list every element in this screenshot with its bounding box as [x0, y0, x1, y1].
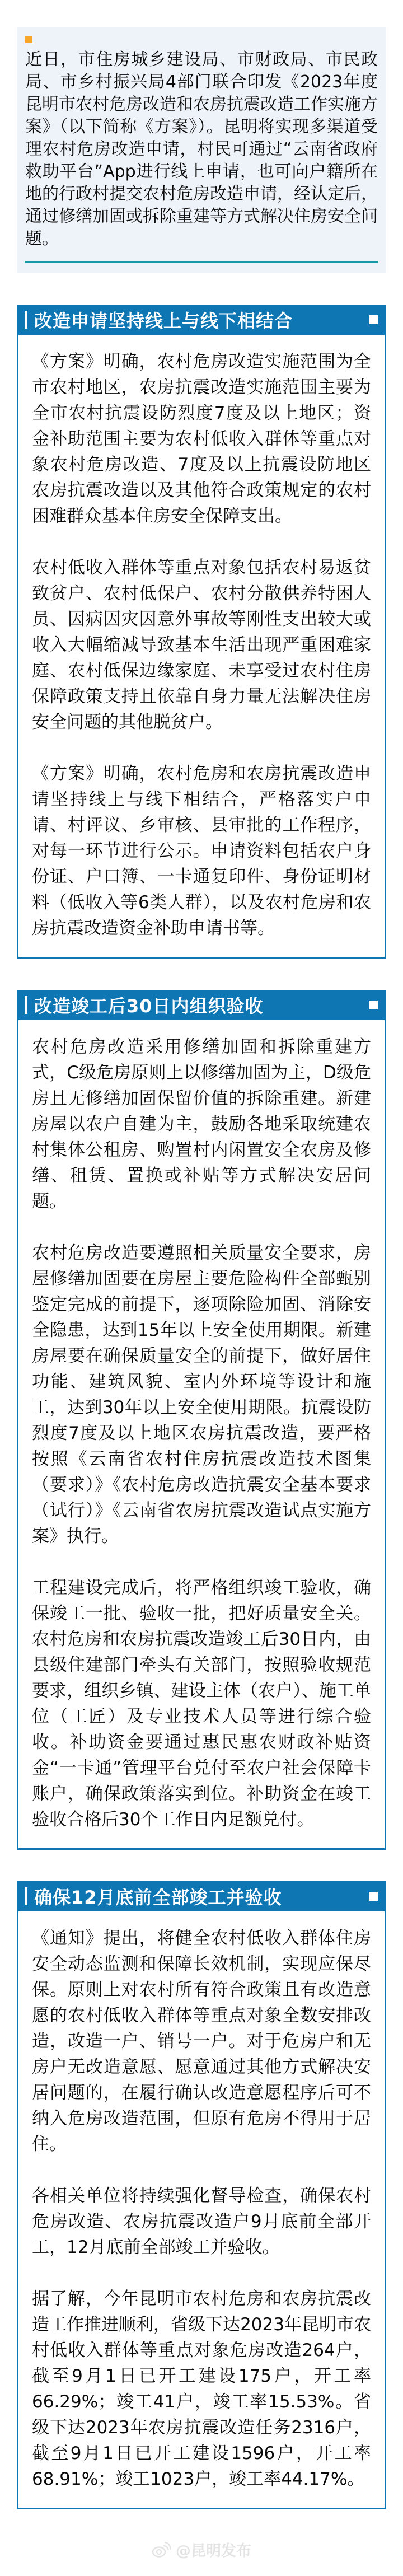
- section-header: [17, 305, 386, 335]
- paragraph: 工程建设完成后，将严格组织竣工验收，确保竣工一批、验收一批，把好质量安全关。农村危房和农房抗震改造竣工后30日内，由县级住建部门牵头有关部门，按照验收规范要求，组织乡镇、建设主体（农户）、施工单位（工匠）及专业技术人员等进行综合验收。补助资金要通过惠民惠农财政补贴资金“一卡通”管理平台兑付至农户社会保障卡账户，确保政策落实到位。补助资金在竣工验收合格后30个工作日内足额兑付。: [32, 1578, 371, 1830]
- section-online-offline-application: [17, 305, 386, 959]
- paragraph: 农村低收入群体等重点对象包括农村易返贫致贫户、农村低保户、农村分散供养特困人员、因病因灾因意外事故等刚性支出较大或收入大幅缩减导致基本生活出现严重困难家庭、农村低保边缘家庭、未享受过农村住房保障政策支持且依靠自身力量无法解决住房安全问题的其他脱贫户。: [32, 558, 371, 732]
- paragraph: 农村危房改造要遵照相关质量安全要求，房屋修缮加固要在房屋主要危险构件全部甄别鉴定完成的前提下，逐项除险加固、消除安全隐患，达到15年以上安全使用期限。新建房屋要在确保质量安全的前提下，做好居住功能、建筑风貌、室内外环境等设计和施工，达到30年以上安全使用期限。抗震设防烈度7度及以上地区农房抗震改造，要严格按照《云南省农村住房抗震改造技术图集（要求）》《农村危房改造抗震安全基本要求（试行）》《云南省农房抗震改造试点实施方案》执行。: [32, 1243, 371, 1546]
- watermark: [0, 2538, 403, 2560]
- section-body: [17, 1911, 386, 2509]
- header-square-icon: [369, 1001, 378, 1009]
- section-body: [17, 335, 386, 959]
- paragraph: 据了解，今年昆明市农村危房和农房抗震改造工作推进顺利，省级下达2023年昆明市农村低收入群体等重点对象危房改造264户，截至9月1日已开工建设175户，开工率66.29%；竣工41户，竣工率15.53%。省级下达2023年农房抗震改造任务2316户，截至9月1日已开工建设1596户，开工率68.91%；竣工1023户，竣工率44.17%。: [32, 2289, 371, 2489]
- section-complete-by-december: [17, 1881, 386, 2509]
- header-accent-bar-icon: [25, 311, 27, 329]
- intro-paragraph: 近日，市住房城乡建设局、市财政局、市民政局、市乡村振兴局4部门联合印发《2023年度昆明市农村危房改造和农房抗震改造工作实施方案》（以下简称《方案》）。昆明将实现多渠道受理农村危房改造申请，村民可通过“云南省政府救助平台”App进行线上申请，也可向户籍所在地的行政村提交农村危房改造申请，经认定后，通过修缮加固或拆除重建等方式解决住房安全问题。: [25, 50, 378, 249]
- teal-divider: [25, 261, 378, 263]
- watermark-text: @昆明发布: [176, 2542, 251, 2560]
- paragraph: 各相关单位将持续强化督导检查，确保农村危房改造、农房抗震改造户9月底前全部开工，12月底前全部竣工并验收。: [32, 2186, 371, 2257]
- orange-marker-icon: [25, 36, 32, 43]
- section-body: [17, 1020, 386, 1850]
- paragraph: 《方案》明确，农村危房改造实施范围为全市农村地区，农房抗震改造实施范围主要为全市农村抗震设防烈度7度及以上地区；资金补助范围主要为农村低收入群体等重点对象农村危房改造、7度及以上抗震设防地区农房抗震改造以及其他符合政策规定的农村困难群众基本住房安全保障支出。: [32, 352, 371, 526]
- section-title: 改造申请坚持线上与线下相结合: [34, 310, 293, 331]
- section-header: [17, 990, 386, 1020]
- section-title: 确保12月底前全部竣工并验收: [34, 1887, 282, 1908]
- intro-card: [17, 27, 386, 273]
- paragraph: 《方案》明确，农村危房和农房抗震改造申请坚持线上与线下相结合，严格落实户申请、村评议、乡审核、县审批的工作程序，对每一环节进行公示。申请资料包括农户身份证、户口簿、一卡通复印件、身份证明材料（低收入等6类人群），以及农村危房和农房抗震改造资金补助申请书等。: [32, 764, 371, 938]
- weibo-icon: [152, 2541, 171, 2558]
- section-acceptance-within-30-days: [17, 990, 386, 1850]
- header-square-icon: [369, 1892, 378, 1901]
- section-header: [17, 1881, 386, 1911]
- header-accent-bar-icon: [25, 1887, 27, 1905]
- paragraph: 农村危房改造采用修缮加固和拆除重建方式，C级危房原则上以修缮加固为主，D级危房且无修缮加固保留价值的拆除重建。新建房屋以农户自建为主，鼓励各地采取统建农村集体公租房、购置村内闲置安全农房及修缮、租赁、置换或补贴等方式解决安居问题。: [32, 1037, 371, 1212]
- header-accent-bar-icon: [25, 996, 27, 1014]
- header-square-icon: [369, 315, 378, 324]
- section-title: 改造竣工后30日内组织验收: [34, 995, 264, 1017]
- paragraph: 《通知》提出，将健全农村低收入群体住房安全动态监测和保障长效机制，实现应保尽保。原则上对农村所有符合政策且有改造意愿的农村低收入群体等重点对象全数安排改造，改造一户、销号一户。对于危房户和无房户无改造意愿、愿意通过其他方式解决安居问题的，在履行确认改造意愿程序后可不纳入危房改造范围，但原有危房不得用于居住。: [32, 1928, 371, 2154]
